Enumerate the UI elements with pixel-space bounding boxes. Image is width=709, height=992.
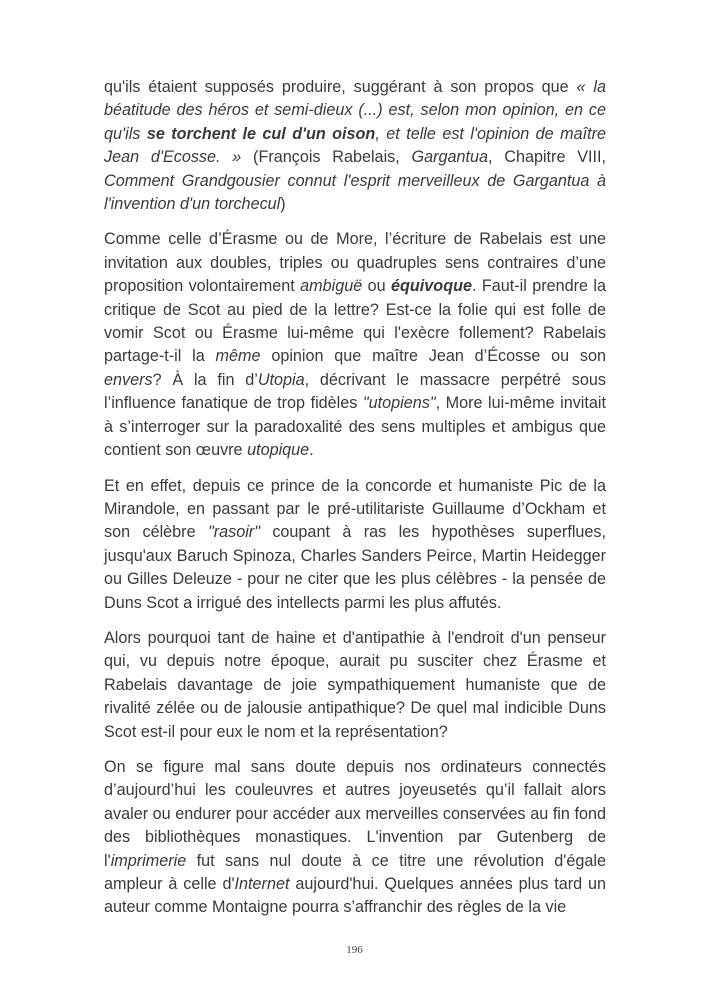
paragraph xyxy=(104,756,606,920)
paragraph xyxy=(104,475,606,615)
text-run: même xyxy=(215,347,261,366)
text-run: . xyxy=(309,441,314,460)
text-run: Comme celle d’Érasme ou de More, l’écriture de Rabelais est une invitation aux doubles, triples ou quadruples sens contraires d’une proposition volontairement xyxy=(104,230,606,296)
text-run: fut sans nul doute à ce titre une révolution d'égale ampleur à celle d' xyxy=(104,851,606,893)
text-run: qu'ils étaient supposés produire, suggérant à son propos que xyxy=(104,78,577,96)
text-run: Alors pourquoi tant de haine et d'antipathie à l'endroit d'un penseur qui, vu depuis notre époque, aurait pu susciter chez Érasme et Rabelais davantage de joie sympathiquement humaniste que de rivalité zélée ou de jalousie antipathique? De quel mal indicible Duns Scot est-il pour eux le nom et la représentation? xyxy=(104,628,606,741)
text-run: Et en effet, depuis ce prince de la concorde et humaniste Pic de la Mirandole, en passant par le pré-utilitariste Guillaume d’Ockham et son célèbre xyxy=(104,476,606,542)
text-run: envers xyxy=(104,370,153,389)
text-run: On se figure mal sans doute depuis nos ordinateurs connectés d’aujourd’hui les couleuvres et autres joyeusetés qu’il fallait alors avaler ou endurer pour accéder aux merveilles conservées au fin fond des bibliothèques monastiques. L'invention par Gutenberg de l' xyxy=(104,757,606,870)
text-run: se torchent le cul d'un oison xyxy=(146,124,376,143)
page-number: 196 xyxy=(346,944,363,956)
text-run: « la béatitude des héros et semi-dieux (...) est, selon mon opinion, en ce qu'ils xyxy=(104,78,606,143)
text-run: (François Rabelais, xyxy=(241,148,412,167)
text-run: "utopiens" xyxy=(362,394,436,413)
text-run: , More lui-même invitait à s’interroger sur la paradoxalité des sens multiples et ambigus que contient son œuvre xyxy=(104,394,606,460)
text-run: imprimerie xyxy=(110,851,187,870)
text-run: ou xyxy=(362,277,392,296)
text-run: , et telle est l'opinion de maître Jean d'Ecosse. » xyxy=(104,124,606,167)
paragraph xyxy=(104,228,606,462)
text-run: aujourd'hui. Quelques années plus tard un auteur comme Montaigne pourra s’affranchir des règles de la vie xyxy=(104,875,606,917)
text-run: ? À la fin d’ xyxy=(152,370,258,389)
paragraph xyxy=(104,627,606,744)
text-run: équivoque xyxy=(391,277,472,296)
paragraph xyxy=(104,76,606,216)
text-run: ) xyxy=(280,195,286,214)
text-run: ambiguë xyxy=(300,277,363,296)
text-run: . Faut-il prendre la critique de Scot au pied de la lettre? Est-ce la folie qui est folle de vomir Scot ou Érasme lui-même qui l'exècre follement? Rabelais partage-t-il la xyxy=(104,277,606,366)
text-run: Gargantua xyxy=(411,148,489,167)
text-run: opinion que maître Jean d’Écosse ou son xyxy=(260,347,606,366)
body-text xyxy=(104,76,606,932)
text-run: "rasoir" xyxy=(207,523,260,542)
text-run: Utopia xyxy=(257,370,305,389)
text-run: Internet xyxy=(234,875,290,893)
text-run: utopique xyxy=(247,441,310,460)
text-run: coupant à ras les hypothèses superflues, jusqu'aux Baruch Spinoza, Charles Sanders Peirce, Martin Heidegger ou Gilles Deleuze - pour ne citer que les plus célèbres - la pensée de Duns Scot a irrigué des intellects parmi les plus affutés. xyxy=(104,523,607,612)
text-run: , décrivant le massacre perpétré sous l’influence fanatique de trop fidèles xyxy=(104,370,606,413)
text-run: , Chapitre VIII, xyxy=(488,148,606,167)
text-run: Comment Grandgousier connut l'esprit merveilleux de Gargantua à l'invention d'un torchecul xyxy=(104,171,606,214)
